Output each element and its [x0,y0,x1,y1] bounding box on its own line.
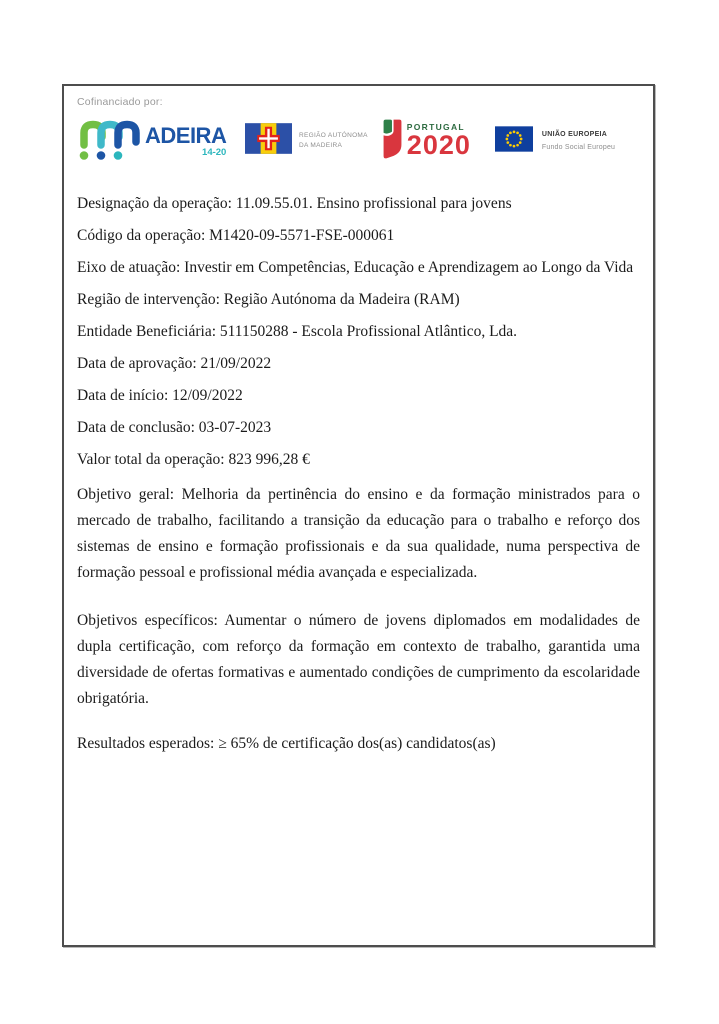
eu-caption [542,128,615,155]
madeira-1420-text: 14-20 [202,146,227,158]
field-data-aprovacao: Data de aprovação: 21/09/2022 [77,355,272,372]
eu-logo [495,126,615,157]
madeira-name-text: ADEIRA [145,122,227,148]
document-frame [62,84,655,947]
portugal-text: PORTUGAL [406,122,465,133]
field-data-inicio: Data de início: 12/09/2022 [77,387,243,404]
field-data-conclusao: Data de conclusão: 03-07-2023 [77,419,272,436]
ram-logo [245,123,368,159]
field-regiao: Região de intervenção: Região Autónoma da Madeira (RAM) [77,291,460,308]
madeira-flag-icon [245,123,292,159]
field-entidade: Entidade Beneficiária: 511150288 - Escola Profissional Atlântico, Lda. [77,323,518,340]
madeira-m-arches-icon [77,116,143,167]
ram-caption-line1: REGIÃO AUTÓNOMA [299,132,368,140]
operation-details [77,194,640,754]
paragraph-resultados-esperados: Resultados esperados: ≥ 65% de certificação dos(as) candidatos(as) [77,735,496,752]
field-designacao: Designação da operação: 11.09.55.01. Ensino profissional para jovens [77,195,512,212]
paragraph-objetivos-especificos: Objetivos específicos: Aumentar o número de jovens diplomados em modalidades de dupla certificação, com reforço da formação em contexto de trabalho, garantida uma diversidade de ofertas formativas e aumentado condições de cumprimento da escolaridade obrigatória. [77,612,640,707]
eu-caption-line1: UNIÃO EUROPEIA [541,130,608,138]
ram-caption-line2: DA MADEIRA [299,142,343,149]
field-valor-total: Valor total da operação: 823 996,28 € [77,451,310,468]
portugal-2020-wordmark [407,123,471,159]
eu-flag-icon [495,126,533,157]
field-eixo: Eixo de atuação: Investir em Competências, Educação e Aprendizagem ao Longo da Vida [77,259,634,276]
madeira-14-20-logo [77,116,227,167]
eu-caption-line2: Fundo Social Europeu [541,144,616,151]
paragraph-objetivo-geral: Objetivo geral: Melhoria da pertinência do ensino e da formação ministrados para o mercado de trabalho, facilitando a transição da educação para o trabalho e reforço dos sistemas de ensino e formação profissionais e da sua qualidade, numa perspectiva de formação pessoal e profissional média avançada e especializada. [77,486,640,581]
portugal-2020-flag-icon [382,118,403,164]
portugal-2020-logo [382,118,471,164]
pt-2020-text: 2020 [406,129,471,160]
ram-caption [299,131,368,151]
cofinanced-label: Cofinanciado por: [77,96,163,108]
logo-row [77,114,640,168]
field-codigo: Código da operação: M1420-09-5571-FSE-000061 [77,227,395,244]
madeira-wordmark [145,122,227,158]
